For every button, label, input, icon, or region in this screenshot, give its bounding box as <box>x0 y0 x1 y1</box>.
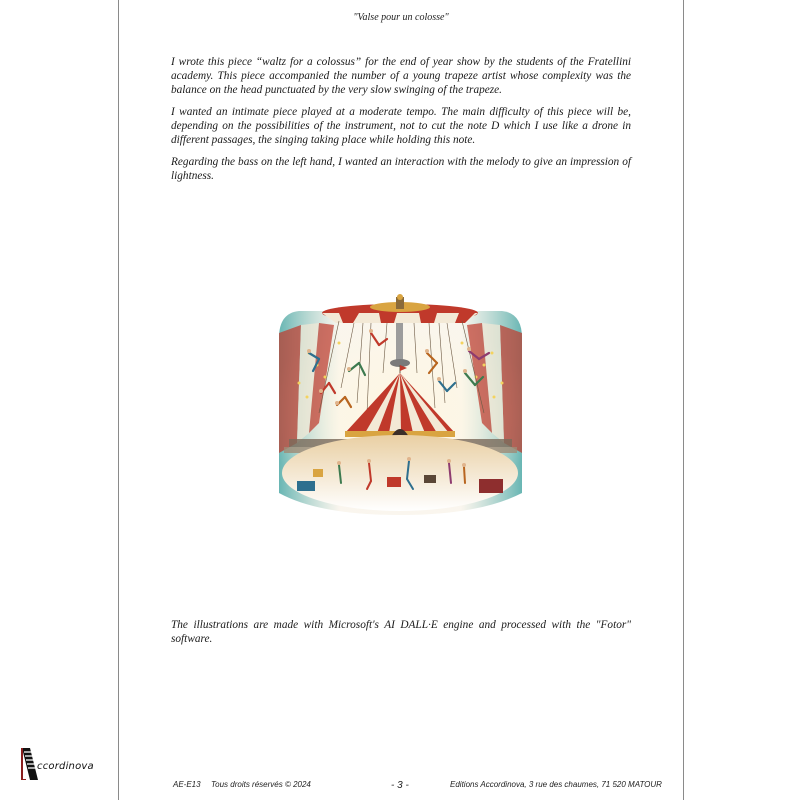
footer-reference-code: AE-E13 <box>173 780 201 789</box>
document-page <box>118 0 684 800</box>
paragraph-bass: Regarding the bass on the left hand, I wanted an interaction with the melody to give an impression of lightness. <box>171 156 631 182</box>
paragraph-intro: I wrote this piece “waltz for a colossus” for the end of year show by the students of the Fratellini academy. This piece accompanied the number of a young trapeze artist whose complexity was the balance on the head punctuated by the very slow swinging of the trapeze. <box>171 56 631 96</box>
footer-copyright: Tous droits réservés © 2024 <box>211 780 311 789</box>
illustration-credits: The illustrations are made with Microsoft's AI DALL·E engine and processed with the "Fotor" software. <box>171 619 631 645</box>
central-pole <box>396 323 403 363</box>
page-header-title: "Valse pour un colosse" <box>353 12 449 23</box>
circus-illustration <box>279 293 522 515</box>
footer-publisher-address: Editions Accordinova, 3 rue des chaumes, 71 520 MATOUR <box>450 780 662 789</box>
carousel-canopy <box>322 294 478 323</box>
paragraph-tempo: I wanted an intimate piece played at a moderate tempo. The main difficulty of this piece will be, depending on the possibilities of the instrument, not to cut the note D which I use like a drone in different passages, the singing taking place while holding this note. <box>171 106 631 146</box>
page-footer <box>119 780 683 794</box>
accordinova-logo <box>20 746 112 780</box>
logo-wordmark: ccordinova <box>37 761 94 772</box>
footer-page-number: - 3 - <box>391 780 409 791</box>
